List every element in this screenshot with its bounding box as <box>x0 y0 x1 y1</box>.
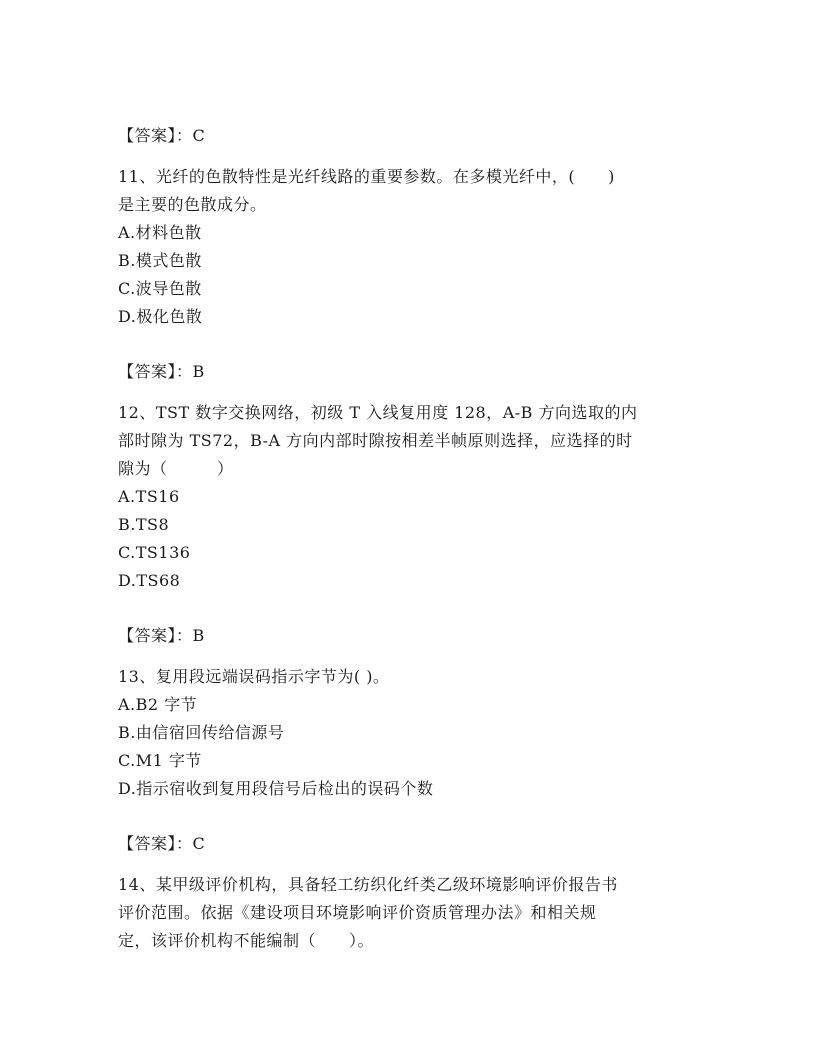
question-12-option-c: C.TS136 <box>118 543 191 562</box>
question-13-option-a: A.B2 字节 <box>118 695 198 714</box>
answer-line: 【答案】：C <box>118 126 206 145</box>
question-12-option-b: B.TS8 <box>118 515 170 534</box>
question-13-option-c: C.M1 字节 <box>118 751 202 770</box>
question-12-stem-line-3: 隙为（ ） <box>118 459 234 478</box>
question-13-stem-line-1: 13、复用段远端误码指示字节为( )。 <box>118 667 390 686</box>
question-12-stem-line-1: 12、TST 数字交换网络，初级 T 入线复用度 128，A-B 方向选取的内 <box>118 403 638 422</box>
question-12-stem-line-2: 部时隙为 TS72，B-A 方向内部时隙按相差半帧原则选择，应选择的时 <box>118 431 633 450</box>
question-11-option-c: C.波导色散 <box>118 279 202 298</box>
answer-line: 【答案】：C <box>118 834 206 853</box>
question-11-option-d: D.极化色散 <box>118 307 203 326</box>
answer-line: 【答案】：B <box>118 362 205 381</box>
question-11-stem-line-1: 11、光纤的色散特性是光纤线路的重要参数。在多模光纤中，( ) <box>118 167 615 186</box>
question-13-option-d: D.指示宿收到复用段信号后检出的误码个数 <box>118 779 434 798</box>
question-11-option-b: B.模式色散 <box>118 251 202 270</box>
question-12-option-a: A.TS16 <box>118 487 180 506</box>
answer-line: 【答案】：B <box>118 626 205 645</box>
question-12-option-d: D.TS68 <box>118 571 181 590</box>
question-14-stem-line-1: 14、某甲级评价机构，具备轻工纺织化纤类乙级环境影响评价报告书 <box>118 875 618 894</box>
question-14-stem-line-3: 定，该评价机构不能编制（ ）。 <box>118 931 375 950</box>
question-13-option-b: B.由信宿回传给信源号 <box>118 723 285 742</box>
question-14-stem-line-2: 评价范围。依据《建设项目环境影响评价资质管理办法》和相关规 <box>118 903 597 922</box>
question-11-option-a: A.材料色散 <box>118 223 202 242</box>
question-11-stem-line-2: 是主要的色散成分。 <box>118 195 267 214</box>
